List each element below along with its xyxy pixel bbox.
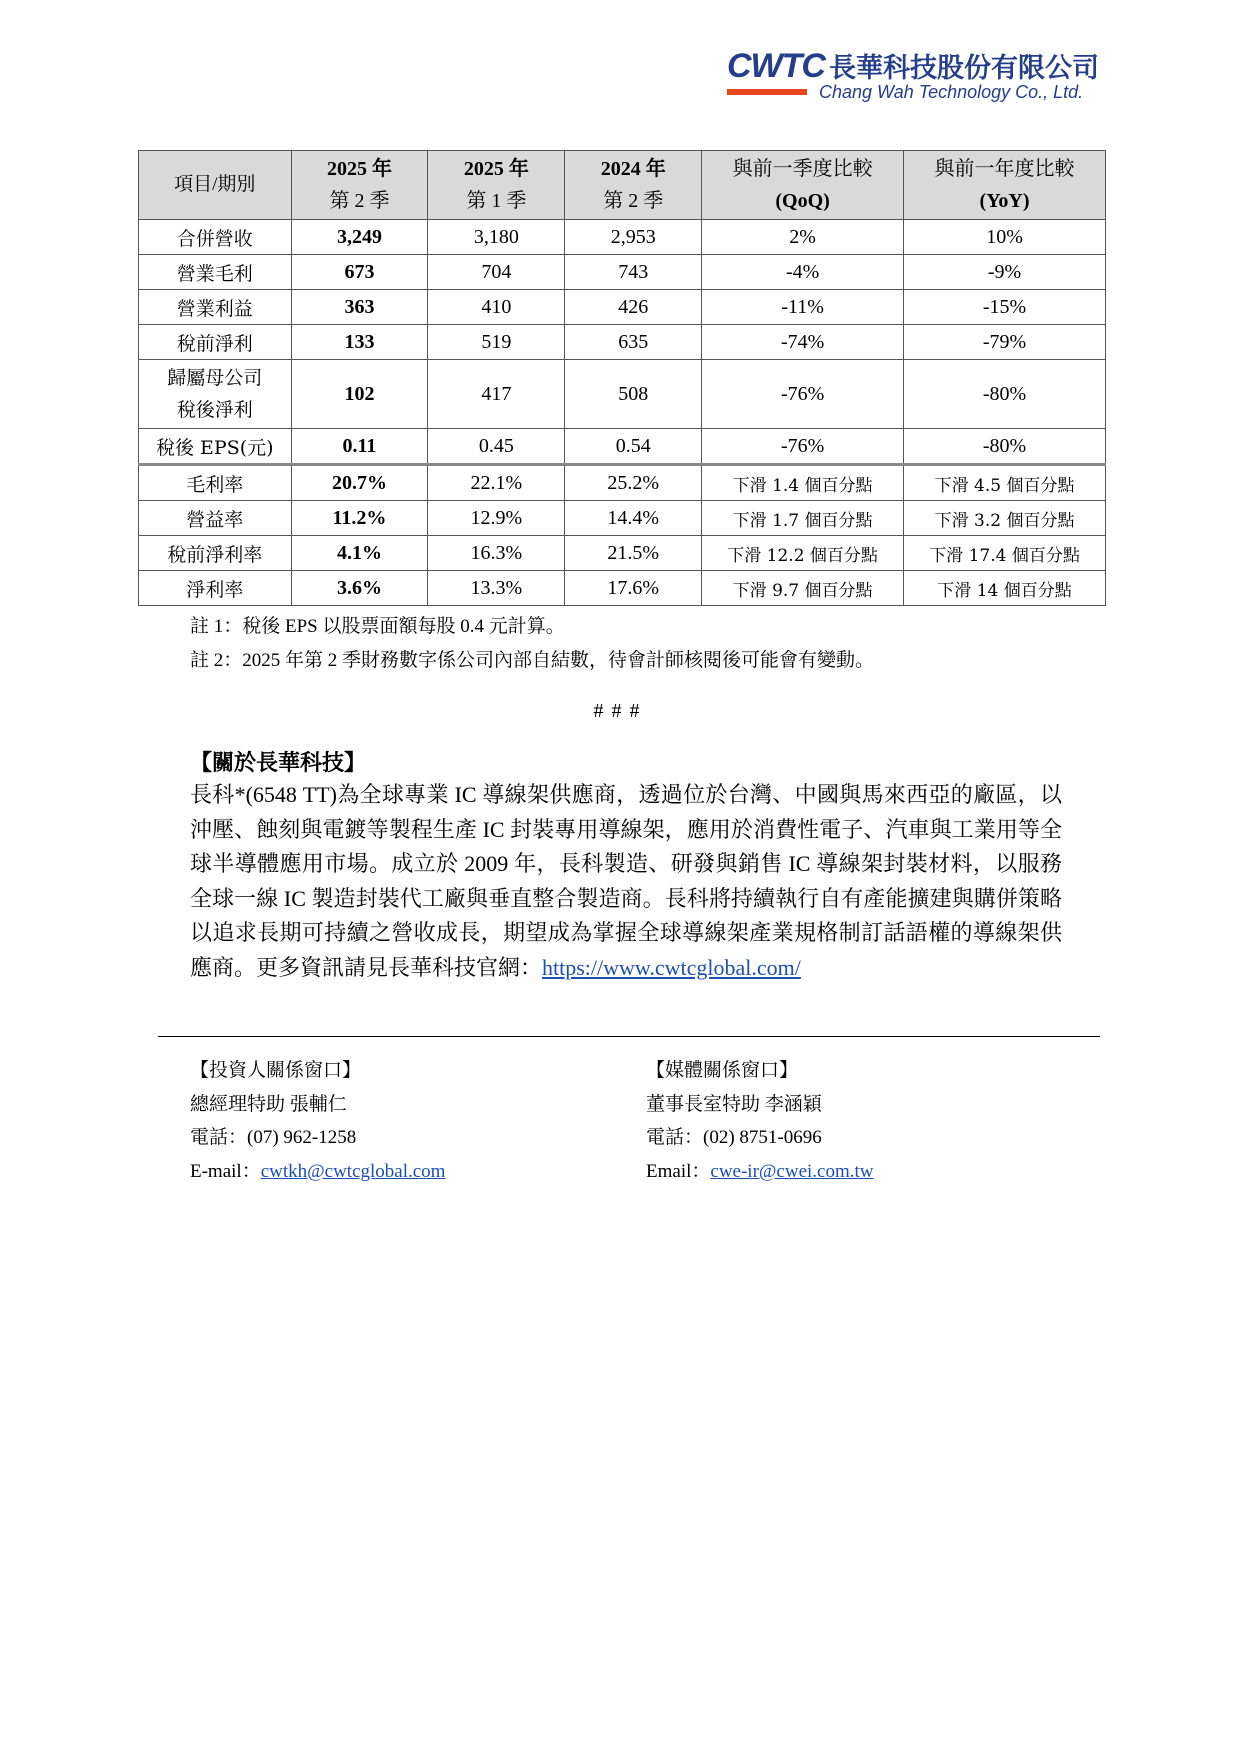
divider-line [158, 1036, 1100, 1037]
table-row-ratio [139, 501, 1106, 536]
cell-2025-q2: 363 [291, 290, 428, 325]
table-row [139, 290, 1106, 325]
row-label-line2: 稅後淨利 [176, 399, 253, 421]
note-2: 註 2：2025 年第 2 季財務數字係公司內部自結數，待會計師核閱後可能會有變動。 [190, 650, 875, 671]
cell-yoy: -15% [904, 290, 1106, 325]
cell-yoy: -80% [904, 360, 1106, 429]
media-email-link[interactable]: cwe-ir@cwei.com.tw [710, 1160, 874, 1182]
cell-2024-q2: 635 [565, 325, 702, 360]
table-header-row [139, 151, 1106, 220]
header-line1: 2025 年 [326, 158, 392, 180]
cell-2025-q2: 133 [291, 325, 428, 360]
table-row-ratio [139, 465, 1106, 501]
cell-qoq: -4% [702, 255, 904, 290]
cell-yoy: 10% [904, 220, 1106, 255]
row-label: 營益率 [139, 501, 292, 536]
cell-qoq: 2% [702, 220, 904, 255]
media-email-line [646, 1155, 874, 1189]
company-logo [727, 46, 1099, 108]
cell-qoq: -74% [702, 325, 904, 360]
header-line1: 2025 年 [463, 158, 529, 180]
cell-2024-q2: 25.2% [565, 465, 702, 501]
table-row [139, 220, 1106, 255]
cell-2025-q1: 3,180 [428, 220, 565, 255]
header-line2: 第 2 季 [603, 190, 664, 212]
cell-qoq: 下滑 1.4 個百分點 [702, 465, 904, 501]
cell-2025-q2: 0.11 [291, 429, 428, 465]
media-phone: 電話：(02) 8751-0696 [646, 1127, 822, 1148]
row-label: 稅前淨利率 [139, 536, 292, 571]
cell-2025-q2: 4.1% [291, 536, 428, 571]
header-label: 項目/期別 [174, 174, 256, 195]
cell-2025-q2: 11.2% [291, 501, 428, 536]
media-email-label: Email： [646, 1160, 711, 1182]
cell-qoq: -11% [702, 290, 904, 325]
row-label: 稅後 EPS(元) [139, 429, 292, 465]
investor-heading: 【投資人關係窗口】 [190, 1060, 362, 1081]
cell-qoq: 下滑 9.7 個百分點 [702, 571, 904, 606]
logo-english-name: Chang Wah Technology Co., Ltd. [819, 82, 1084, 102]
row-label-line1: 歸屬母公司 [167, 367, 263, 389]
cell-qoq: -76% [702, 360, 904, 429]
cell-2025-q1: 16.3% [428, 536, 565, 571]
table-row [139, 429, 1106, 465]
cell-2025-q1: 13.3% [428, 571, 565, 606]
table-row [139, 325, 1106, 360]
header-line1: 與前一年度比較 [934, 158, 1075, 180]
cell-yoy: 下滑 14 個百分點 [904, 571, 1106, 606]
cell-2024-q2: 17.6% [565, 571, 702, 606]
cell-2025-q1: 410 [428, 290, 565, 325]
row-label: 營業毛利 [139, 255, 292, 290]
about-body-text: 長科*(6548 TT)為全球專業 IC 導線架供應商，透過位於台灣、中國與馬來西亞的廠區，以沖壓、蝕刻與電鍍等製程生產 IC 封裝專用導線架，應用於消費性電子、汽車與工業用等全球半導體應用市場。成立於 2009 年，長科製造、研發與銷售 IC 導線架封裝材料，以服務全球一線 IC 製造封裝代工廠與垂直整合製造商。長科將持續執行自有產能擴建與購併策略以追求長期可持續之營收成長，期望成為掌握全球導線架產業規格制訂話語權的導線架供應商。更多資訊請見長華科技官網： [190, 782, 1062, 980]
cell-2024-q2: 0.54 [565, 429, 702, 465]
cell-2025-q1: 519 [428, 325, 565, 360]
row-label: 淨利率 [139, 571, 292, 606]
table-notes [190, 610, 874, 678]
logo-chinese-name: 長華科技股份有限公司 [828, 53, 1099, 84]
cell-qoq: 下滑 1.7 個百分點 [702, 501, 904, 536]
company-website-link[interactable]: https://www.cwtcglobal.com/ [542, 954, 801, 980]
row-label: 營業利益 [139, 290, 292, 325]
logo-wordmark [727, 46, 1099, 86]
header-2024-q2 [565, 151, 702, 220]
cell-yoy: -79% [904, 325, 1106, 360]
row-label [139, 360, 292, 429]
cell-yoy: 下滑 17.4 個百分點 [904, 536, 1106, 571]
cell-qoq: 下滑 12.2 個百分點 [702, 536, 904, 571]
investor-email-link[interactable]: cwtkh@cwtcglobal.com [260, 1160, 446, 1182]
cell-2025-q2: 3.6% [291, 571, 428, 606]
about-heading: 【關於長華科技】 [190, 750, 367, 776]
header-yoy [904, 151, 1106, 220]
cell-2025-q1: 12.9% [428, 501, 565, 536]
table-row-ratio [139, 536, 1106, 571]
cell-yoy: 下滑 3.2 個百分點 [904, 501, 1106, 536]
section-separator-hashes: ### [593, 700, 648, 722]
cell-2025-q1: 417 [428, 360, 565, 429]
table-row-ratio [139, 571, 1106, 606]
header-item-period [139, 151, 292, 220]
row-label: 毛利率 [139, 465, 292, 501]
investor-email-line [190, 1155, 445, 1189]
media-heading: 【媒體關係窗口】 [646, 1060, 799, 1081]
financial-summary-table [138, 150, 1106, 606]
logo-cwtc-text: CWTC [727, 47, 825, 85]
investor-phone: 電話：(07) 962-1258 [190, 1127, 357, 1148]
cell-2024-q2: 426 [565, 290, 702, 325]
investor-email-label: E-mail： [190, 1160, 261, 1182]
header-line1: 2024 年 [600, 158, 666, 180]
cell-2025-q2: 673 [291, 255, 428, 290]
cell-2025-q2: 102 [291, 360, 428, 429]
cell-qoq: -76% [702, 429, 904, 465]
row-label: 合併營收 [139, 220, 292, 255]
cell-2025-q1: 22.1% [428, 465, 565, 501]
table-row [139, 255, 1106, 290]
about-paragraph [190, 778, 1062, 985]
investor-person: 總經理特助 張輔仁 [190, 1093, 347, 1115]
cell-2025-q1: 704 [428, 255, 565, 290]
header-2025-q2 [291, 151, 428, 220]
header-line2: (YoY) [979, 190, 1030, 212]
note-1: 註 1：稅後 EPS 以股票面額每股 0.4 元計算。 [190, 616, 565, 637]
cell-yoy: -80% [904, 429, 1106, 465]
media-relations-contact [646, 1054, 874, 1188]
cell-yoy: 下滑 4.5 個百分點 [904, 465, 1106, 501]
cell-2025-q2: 3,249 [291, 220, 428, 255]
cell-2025-q2: 20.7% [291, 465, 428, 501]
header-qoq [702, 151, 904, 220]
media-person: 董事長室特助 李涵穎 [646, 1093, 822, 1115]
cell-2024-q2: 14.4% [565, 501, 702, 536]
header-line2: (QoQ) [775, 190, 830, 212]
cell-2024-q2: 2,953 [565, 220, 702, 255]
header-2025-q1 [428, 151, 565, 220]
cell-2024-q2: 508 [565, 360, 702, 429]
header-line2: 第 2 季 [329, 190, 390, 212]
investor-relations-contact [190, 1054, 445, 1188]
header-line1: 與前一季度比較 [732, 158, 873, 180]
table-row [139, 360, 1106, 429]
cell-2024-q2: 21.5% [565, 536, 702, 571]
logo-accent-bar [727, 89, 807, 95]
row-label: 稅前淨利 [139, 325, 292, 360]
cell-2025-q1: 0.45 [428, 429, 565, 465]
header-line2: 第 1 季 [466, 190, 527, 212]
cell-2024-q2: 743 [565, 255, 702, 290]
cell-yoy: -9% [904, 255, 1106, 290]
